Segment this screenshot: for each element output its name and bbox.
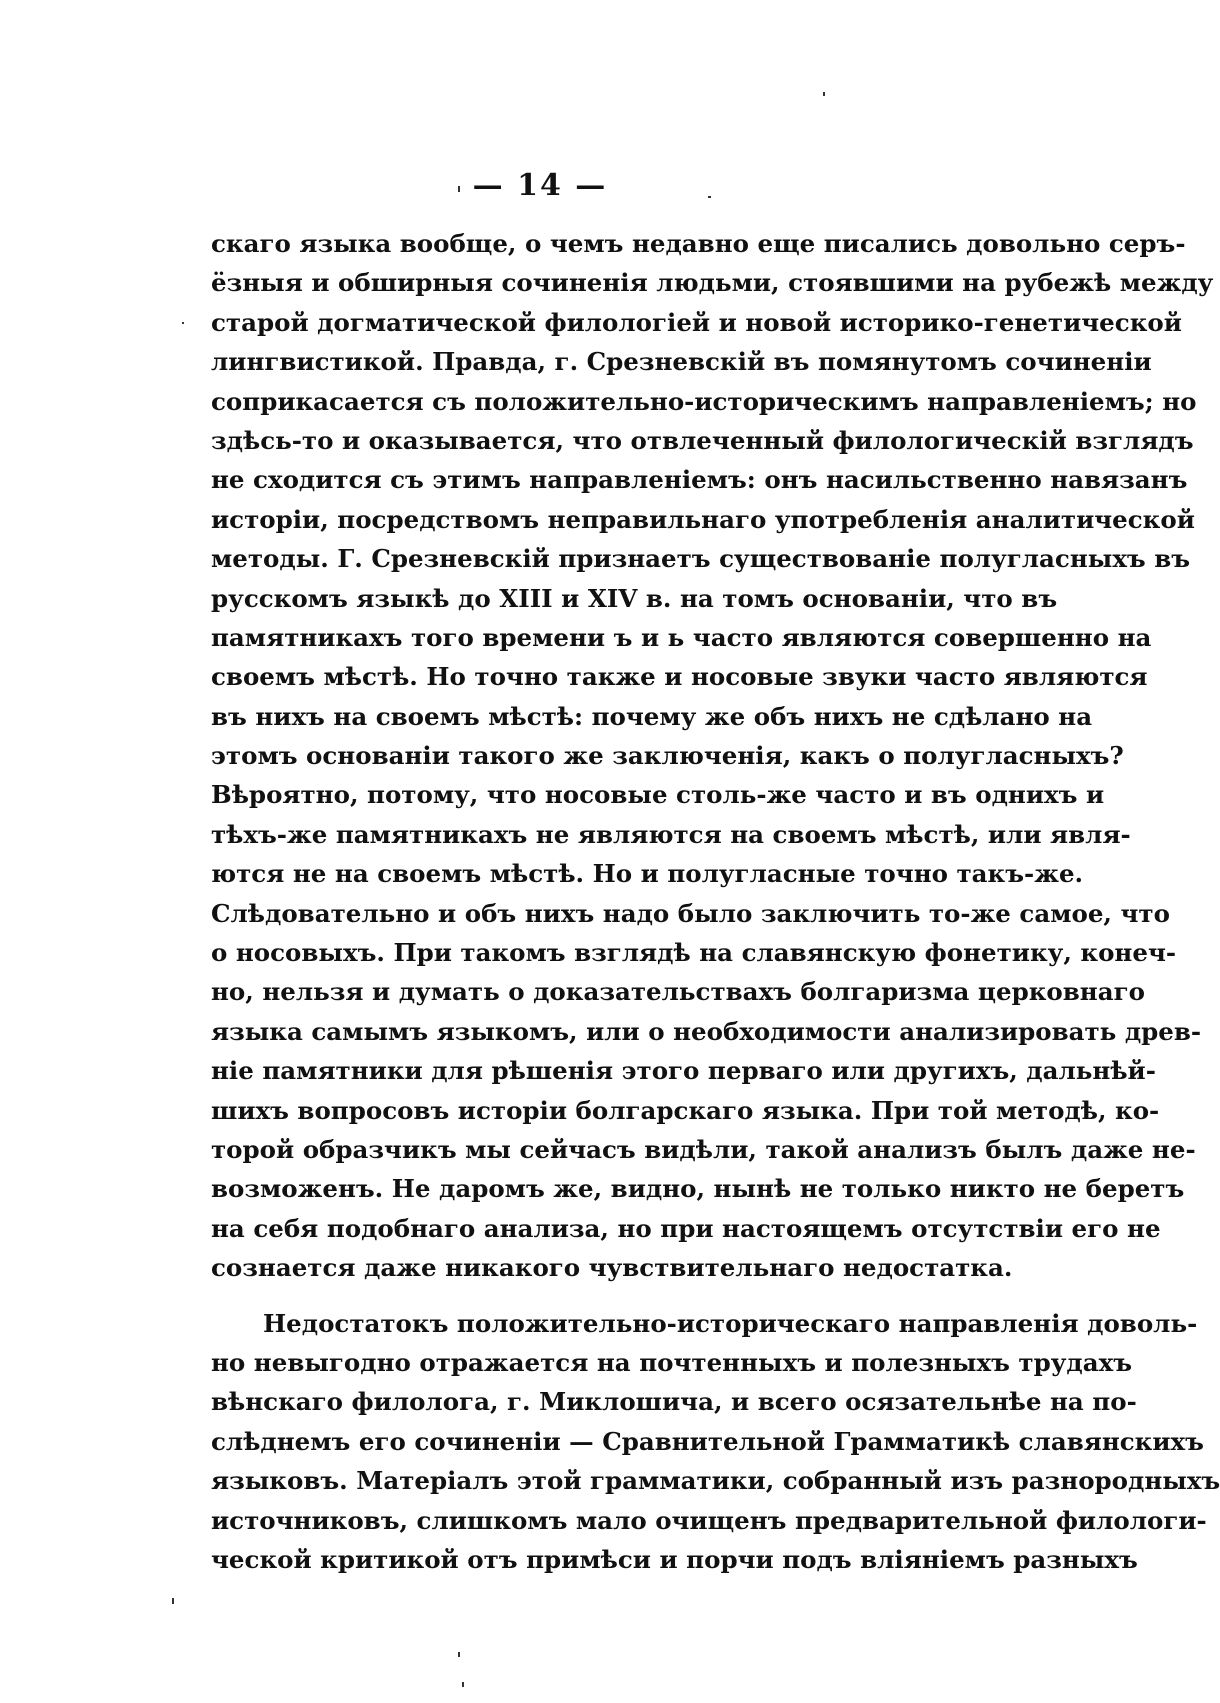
text-line: ются не на своемъ мѣстѣ. Но и полугласные точно такъ-же. <box>211 859 1084 889</box>
page-number: — 14 — <box>472 168 608 203</box>
text-line: вѣнскаго филолога, г. Миклошича, и всего осязательнѣе на по- <box>211 1387 1137 1417</box>
text-line: этомъ основаніи такого же заключенія, какъ о полугласныхъ? <box>211 741 1124 771</box>
text-line: соприкасается съ положительно-историческимъ направленіемъ; но <box>211 386 1197 416</box>
text-line: но невыгодно отражается на почтенныхъ и полезныхъ трудахъ <box>211 1347 1133 1377</box>
scan-speck <box>458 1652 460 1657</box>
text-line: здѣсь-то и оказывается, что отвлеченный филологическій взглядъ <box>211 425 1194 455</box>
scan-speck <box>458 186 460 192</box>
text-line: слѣднемъ его сочиненіи — Сравнительной Грамматикѣ славянскихъ <box>211 1426 1204 1456</box>
text-line: русскомъ языкѣ до XIII и XIV в. на томъ основаніи, что въ <box>211 583 1058 613</box>
text-line: на себя подобнаго анализа, но при настоящемъ отсутствіи его не <box>211 1213 1161 1243</box>
scan-speck <box>823 92 825 96</box>
paragraph-2 <box>211 1304 1220 1580</box>
scan-speck <box>182 322 184 324</box>
text-line: Слѣдовательно и объ нихъ надо было заключить то-же самое, что <box>211 898 1170 928</box>
text-line: языка самымъ языкомъ, или о необходимости анализировать древ- <box>211 1016 1202 1046</box>
text-line: но, нельзя и думать о доказательствахъ болгаризма церковнаго <box>211 977 1145 1007</box>
text-line: ёзныя и обширныя сочиненія людьми, стоявшими на рубежѣ между <box>211 268 1214 298</box>
text-line: исторіи, посредствомъ неправильнаго употребленія аналитической <box>211 504 1195 534</box>
text-line: памятникахъ того времени ъ и ь часто являются совершенно на <box>211 622 1152 652</box>
text-line: старой догматической филологіей и новой историко-генетической <box>211 307 1182 337</box>
text-line: не сходится съ этимъ направленіемъ: онъ насильственно навязанъ <box>211 465 1188 495</box>
scan-speck <box>172 1598 174 1604</box>
body-text <box>211 224 1220 1579</box>
scan-speck <box>462 1682 464 1687</box>
text-line: лингвистикой. Правда, г. Срезневскій въ помянутомъ сочиненіи <box>211 347 1152 377</box>
text-line: источниковъ, слишкомъ мало очищенъ предварительной филологи- <box>211 1505 1207 1535</box>
text-line: языковъ. Матеріалъ этой грамматики, собранный изъ разнородныхъ <box>211 1466 1220 1496</box>
text-line: шихъ вопросовъ исторіи болгарскаго языка. При той методѣ, ко- <box>211 1095 1160 1125</box>
text-line: своемъ мѣстѣ. Но точно также и носовые звуки часто являются <box>211 662 1148 692</box>
paragraph-gap <box>211 1288 981 1304</box>
text-line: сознается даже никакого чувствительнаго недостатка. <box>211 1253 1013 1283</box>
text-line: ческой критикой отъ примѣси и порчи подъ вліяніемъ разныхъ <box>211 1544 1138 1574</box>
text-line: скаго языка вообще, о чемъ недавно еще писались довольно серъ- <box>211 229 1186 258</box>
paragraph-1 <box>211 224 1214 1288</box>
text-line: Недостатокъ положительно-историческаго направленія доволь- <box>263 1308 1198 1338</box>
text-line: возможенъ. Не даромъ же, видно, нынѣ не только никто не беретъ <box>211 1174 1185 1204</box>
text-line: тѣхъ-же памятникахъ не являются на своемъ мѣстѣ, или явля- <box>211 819 1131 849</box>
text-line: торой образчикъ мы сейчасъ видѣли, такой анализъ былъ даже не- <box>211 1134 1196 1164</box>
scan-speck <box>708 196 711 198</box>
text-line: въ нихъ на своемъ мѣстѣ: почему же объ нихъ не сдѣлано на <box>211 701 1093 731</box>
text-line: о носовыхъ. При такомъ взглядѣ на славянскую фонетику, конеч- <box>211 938 1177 968</box>
text-line: Вѣроятно, потому, что носовые столь-же часто и въ однихъ и <box>211 780 1105 810</box>
text-line: методы. Г. Срезневскій признаетъ существованіе полугласныхъ въ <box>211 544 1191 574</box>
text-line: ніе памятники для рѣшенія этого перваго или другихъ, дальнѣй- <box>211 1056 1156 1086</box>
